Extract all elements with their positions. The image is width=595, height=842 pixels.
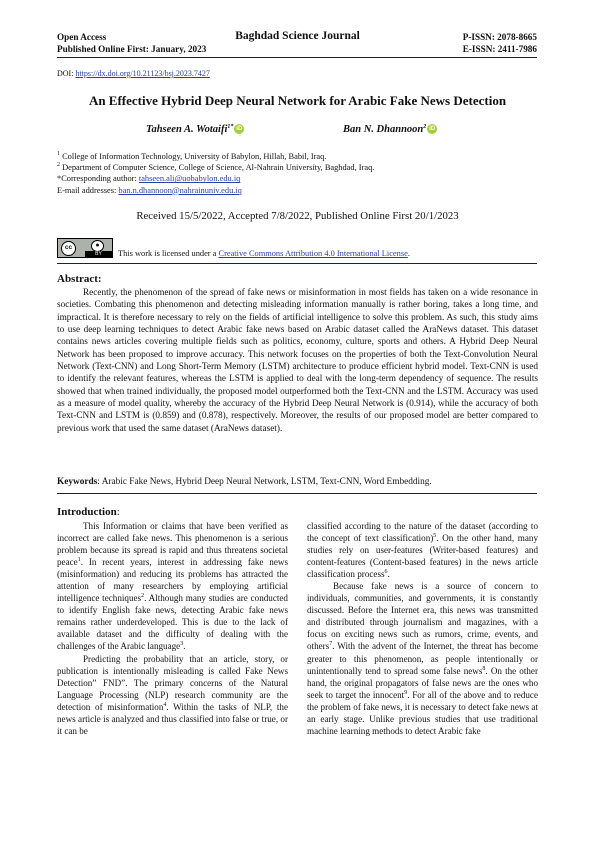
license-rule [57, 263, 537, 264]
corresponding-author [57, 173, 374, 184]
intro-p4-b: . With the advent of the Internet, the threat has become greater to this phenomenon, as people intentionally or unintentionally tend to spread some false news [307, 641, 538, 676]
cc-by-badge[interactable] [57, 238, 113, 258]
orcid-icon[interactable]: iD [236, 126, 243, 132]
abstract-text: Recently, the phenomenon of the spread of fake news or misinformation in most fields has taken on a wide resonance in societies. Combating this phenomenon and detecting misleading information manually is rather boring, takes a long time, and impractical. It is therefore necessary to rely on the fields of artificial intelligence to solve this problem. As such, this study aims to use deep learning techniques to detect Arabic fake news based on Arabic dataset called the AraNews dataset. This dataset contains news articles covering multiple fields such as politics, economy, culture, sports and others. A Hybrid Deep Neural Network has been proposed to improve accuracy. This network focuses on the properties of both the Text-Convolution Neural Network (Text-CNN) and Long Short-Term Memory (LSTM) architecture to produce efficient hybrid model. Text-CNN is used to identify the relevant features, whereas the LSTM is applied to deal with the long-term dependency of sequence. The results showed that when trained individually, the proposed model outperformed both the Text-CNN and the LSTM. Accuracy was used as a measure of model quality, whereby the accuracy of the Hybrid Deep Neural Network is (0.914), while the accuracy of both Text-CNN and LSTM is (0.859) and (0.878), respectively. Moreover, the results of our proposed model are better compared to previous work that used the same dataset (AraNews dataset). [57, 288, 538, 434]
intro-paragraph-4 [307, 580, 538, 737]
intro-paragraph-3 [307, 520, 538, 580]
intro-p2-a: Predicting the probability that an article, story, or publication is intentionally misleading is called Fake News Detection” FND”. The primary concerns of the Natural Language Processing (NLP) research community are the detection of misinformation [57, 653, 288, 712]
intro-p1-d: . [183, 641, 186, 652]
header-rule [57, 57, 537, 58]
intro-p1-c: . Although many studies are conducted to identify English fake news, detecting Arabic fake news remains rather underdeveloped. This is due to the lack of available dataset and the difficulty of dealing with the challenges of the Arabic language [57, 593, 288, 652]
citation-4: 4 [163, 701, 167, 708]
aff2-sup: 2 [57, 162, 60, 169]
author-2 [343, 124, 437, 135]
issn-block [463, 31, 537, 55]
keywords-line [57, 477, 432, 487]
email-label: E-mail addresses: [57, 185, 119, 195]
citation-5: 5 [433, 533, 437, 540]
e-issn: E-ISSN: 2411-7986 [462, 44, 537, 54]
intro-p2-b: . Within the tasks of NLP, the news article is analyzed and thus classified into false or true, or it can be [57, 701, 288, 736]
affiliation-2 [57, 162, 374, 173]
intro-p4-a: Because fake news is a source of concern to individuals, communities, and governments, it is constantly discussed. Before the Internet era, this news was transmitted and distributed through journalism and magazines, with a focus on exciting news such as rumors, crime, events, and others [307, 581, 538, 652]
intro-paragraph-1 [57, 520, 288, 653]
open-access-label: Open Access [57, 32, 107, 42]
license-link[interactable]: Creative Commons Attribution 4.0 International License [218, 249, 408, 258]
introduction-heading [57, 506, 120, 518]
keywords-rule [57, 493, 537, 494]
intro-p1-b: . In recent years, interest in addressing fake news (misinformation) and reducing its problems has attracted the attention of many researchers by employing artificial intelligence techniques [57, 557, 288, 604]
aff2-text: Department of Computer Science, College of Science, Al-Nahrain University, Baghdad, Iraq. [62, 163, 375, 173]
p-issn: P-ISSN: 2078-8665 [462, 32, 537, 42]
person-icon: ● [91, 240, 104, 252]
citation-9: 9 [404, 689, 408, 696]
citation-7: 7 [329, 641, 333, 648]
aff1-sup: 1 [57, 151, 60, 157]
intro-p4-d: . For all of the above and to reduce the problem of fake news, it is necessary to detect fake news at an early stage. Unlike previous studies that use traditional machine learning methods to detect Arabic fake [307, 689, 538, 736]
aff1-text: College of Information Technology, University of Babylon, Hillah, Babil, Iraq. [62, 152, 327, 161]
citation-8: 8 [482, 665, 486, 672]
published-online-label: Published Online First: January, 2023 [57, 44, 207, 54]
orcid-icon[interactable]: iD [429, 126, 436, 132]
license-text [118, 249, 410, 258]
intro-p1-a: This Information or claims that have been verified as incorrect are called fake news. This phenomenon is a serious problem because its spread is rapid and thus threatens societal peace [57, 521, 288, 568]
corr-email-link[interactable]: tahseen.ali@uobabylon.edu.iq [138, 174, 241, 184]
affiliation-1 [57, 151, 374, 162]
citation-1: 1 [77, 557, 81, 564]
paper-title: An Effective Hybrid Deep Neural Network for Arabic Fake News Detection [88, 93, 507, 108]
author-2-sup: 2 [423, 124, 427, 130]
citation-2: 2 [141, 593, 145, 600]
intro-p3-a: classified according to the nature of the dataset (according to the concept of text classification) [307, 521, 538, 544]
license-prefix: This work is licensed under a [118, 249, 219, 258]
by-label: BY [85, 251, 112, 257]
citation-3: 3 [180, 641, 184, 648]
author-1 [146, 124, 244, 135]
intro-paragraph-2 [57, 653, 288, 737]
intro-p3-b: . On the other hand, many studies rely on user-features (Writer-based features) and content-features (Content-based features) in the news article classification process [307, 533, 538, 580]
intro-column-right [307, 520, 538, 737]
intro-p4-c: . On the other hand, the original propagators of false news are the ones who seek to target the innocent [307, 665, 538, 700]
author-1-sup: 1* [227, 124, 234, 130]
intro-column-left [57, 520, 288, 737]
abstract-heading: Abstract: [57, 273, 102, 285]
doi-label: DOI: [57, 69, 76, 78]
cc-icon: cc [61, 241, 76, 256]
doi-line [57, 69, 210, 78]
abstract-body [57, 287, 538, 435]
email2-link[interactable]: ban.n.dhannoon@nahrainuniv.edu.iq [118, 185, 242, 195]
author-1-name: Tahseen A. Wotaifi [146, 124, 228, 135]
intro-p3-c: . [387, 569, 390, 580]
corr-label: *Corresponding author: [57, 174, 139, 184]
keywords-label: Keywords [57, 477, 98, 487]
doi-link[interactable]: https://dx.doi.org/10.21123/bsj.2023.7427 [75, 69, 210, 78]
introduction-title: Introduction [57, 506, 117, 518]
license-suffix: . [407, 249, 410, 258]
keywords-text: : Arabic Fake News, Hybrid Deep Neural Network, LSTM, Text-CNN, Word Embedding. [97, 477, 432, 487]
affiliations [57, 151, 374, 196]
journal-name: Baghdad Science Journal [235, 30, 360, 42]
email-addresses [57, 185, 374, 196]
introduction-colon: : [116, 506, 120, 518]
author-2-name: Ban N. Dhannoon [343, 124, 424, 135]
received-dates: Received 15/5/2022, Accepted 7/8/2022, Published Online First 20/1/2023 [136, 210, 459, 222]
citation-6: 6 [384, 569, 388, 576]
